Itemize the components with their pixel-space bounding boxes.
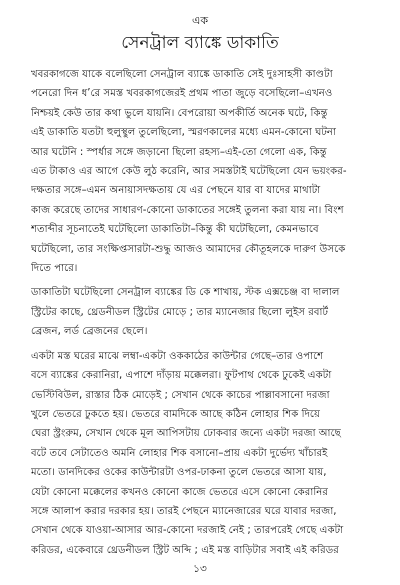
text-line: নিশ্চয়ই কেউ তার কথা ভুলে যায়নি। বেপরোয়া অপকীর্তি অনেক ঘটে, কিন্তু bbox=[31, 107, 328, 119]
text-line: এত টাকাও এর আগে কেউ লুঠ করেনি, আর সমস্তটাই ঘটেছিলো যেন ভয়ংকর- bbox=[31, 166, 347, 178]
text-line: ব্রেজন, লর্ড ব্রেজনের ছেলে। bbox=[31, 326, 148, 338]
text-line: দক্ষতার সঙ্গে–এমন অনায়াসদক্ষতায় যে এর পেছনে যার বা যাদের মাথাটা bbox=[31, 185, 321, 197]
text-line: বটে তবে সেটাতেও অমনি লোহার শিক বসানো–প্রায় একটা দুর্ভেদ্য খাঁচারই bbox=[31, 447, 328, 459]
text-line: একটা মস্ত ঘরের মাঝে লম্বা-একটা ওককাঠের কাউন্টার গেছে–তার ওপাশে bbox=[31, 350, 324, 362]
paragraph-1 bbox=[31, 65, 375, 278]
text-line: করিডর, একেবারে থ্রেডনীডল স্ট্রিট অব্দি ; এই মস্ত বাড়িটার সবাই এই করিডর bbox=[31, 544, 339, 556]
body-text bbox=[31, 65, 375, 560]
text-line: বসে ব্যাঙ্কের কেরানিরা, এপাশে দাঁড়ায় মক্কেলরা। ফুটপাথ থেকে ঢুকেই একটা bbox=[31, 370, 332, 382]
text-line: যেটা কোনো মক্কেলের কখনও কোনো কাজে ভেতরে এসে কোনো কেরানির bbox=[31, 486, 328, 498]
text-line: কাজ করেছে তাদের সাধারণ-কোনো ডাকাতের সঙ্গেই তুলনা করা যায় না। বিংশ bbox=[31, 204, 344, 216]
page-number: ১৩ bbox=[193, 563, 207, 575]
text-line: শতাব্দীর সূচনাতেই ঘটেছিলো ডাকাতিটা–কিন্তু কী ঘটেছিলো, কেমনভাবে bbox=[31, 224, 319, 236]
chapter-title: সেনট্রাল ব্যাঙ্কে ডাকাতি bbox=[121, 33, 279, 53]
text-line: সেখান থেকে যাওয়া-আসার আর-কোনো দরজাই নেই ; তারপরেই গেছে একটা bbox=[31, 525, 344, 537]
text-line: ঘেরা স্ট্রংরুম, সেখান থেকে মূল আপিসটায় ঢোকবার জন্যে একটা দরজা আছে bbox=[31, 428, 341, 440]
text-line: ঘটেছিলো, তার সংক্ষিপ্তসারটা-শুদ্ধু আজও আমাদের কৌতূহলকে দারুণ উসকে bbox=[31, 243, 346, 255]
chapter-number: এক bbox=[191, 14, 209, 27]
paragraph-3 bbox=[31, 347, 375, 560]
text-line: খুলে ভেতরে ঢুকতে হয়। ভেতরে বামদিকে আছে কঠিন লোহার শিক দিয়ে bbox=[31, 408, 321, 420]
text-line: আর ঘটেনি : স্পর্ধার সঙ্গে জড়ানো ছিলো রহস্য–এই-তো গেলো এক, কিন্তু bbox=[31, 146, 327, 158]
text-line: দিতে পারে। bbox=[31, 263, 78, 275]
text-line: সঙ্গে আলাপ করার দরকার হয়। তারই পেছনে ম্যানেজারের ঘরে যাবার দরজা, bbox=[31, 505, 337, 517]
text-line: ভেস্টিবিউল, রাস্তার ঠিক মোড়েই ; সেখান থেকে কাচের পাল্লাবসানো দরজা bbox=[31, 389, 330, 401]
text-line: এই ডাকাতি যতটা হুলুস্থুল তুলেছিলো, স্মরণকালের মধ্যে এমন-কোনো ঘটনা bbox=[31, 127, 336, 139]
text-line: খবরকাগজে যাকে বলেছিলো সেনট্রাল ব্যাঙ্কে ডাকাতি সেই দুঃসাহসী কাণ্ডটা bbox=[31, 69, 333, 80]
paragraph-2 bbox=[31, 283, 375, 341]
text-line: মতো। ডানদিকের ওকের কাউন্টারটা ওপর-ঢাকনা তুলে ভেতরে আসা যায়, bbox=[31, 467, 327, 479]
text-line: স্ট্রিটের কাছে, থ্রেডনীডল স্ট্রিটের মোড়ে ; তার ম্যানেজার ছিলো লুইস রবার্ট bbox=[31, 306, 329, 318]
text-line: পনেরো দিন ধ’রে সমস্ত খবরকাগজেরই প্রথম পাতা জুড়ে বসেছিলো–এখনও bbox=[31, 88, 333, 100]
text-line: ডাকাতিটা ঘটেছিলো সেনট্রাল ব্যাঙ্কের ডি কে শাখায়, স্টক এক্সচেঞ্জ বা দালাল bbox=[31, 287, 340, 299]
